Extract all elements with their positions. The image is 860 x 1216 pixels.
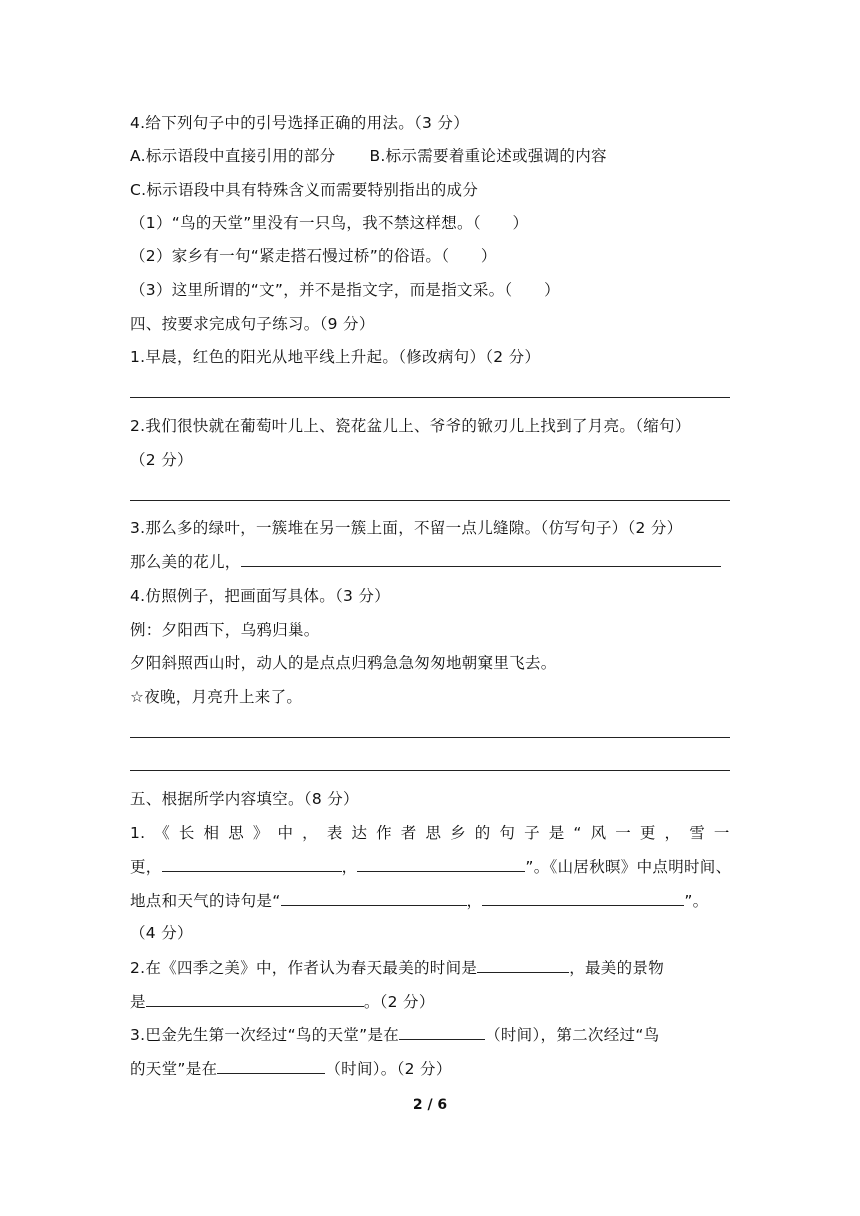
answer-blank[interactable] [281, 889, 467, 906]
answer-blank[interactable] [217, 1057, 325, 1074]
text-char: 是 [548, 824, 565, 842]
text-char: ， [302, 824, 318, 842]
text-fragment: 3.巴金先生第一次经过“鸟的天堂”是在 [130, 1026, 400, 1044]
answer-blank[interactable] [357, 855, 525, 872]
text-char: 思 [425, 824, 442, 842]
section5-q1-score: （4 分） [130, 924, 193, 942]
q4-sentence-1: （1）“鸟的天堂”里没有一只鸟，我不禁这样想。（ ） [130, 214, 529, 232]
option-b: B.标示需要着重论述或强调的内容 [369, 147, 607, 165]
text-char: ， [664, 824, 681, 842]
text-char: 作 [376, 824, 392, 842]
text-fragment: ，最美的景物 [569, 959, 665, 977]
text-char: 一 [713, 824, 730, 842]
text-fragment: 更， [130, 858, 162, 876]
text-char: 中 [277, 824, 294, 842]
text-char: 》 [252, 824, 269, 842]
q4-sentence-3: （3）这里所谓的“文”，并不是指文字，而是指文采。（ ） [130, 281, 560, 299]
text-char: 思 [228, 824, 245, 842]
section5-q3-line1 [130, 1023, 659, 1046]
option-a: A.标示语段中直接引用的部分 [130, 147, 336, 165]
text-char: 者 [400, 824, 417, 842]
answer-line[interactable] [130, 770, 730, 771]
answer-line[interactable] [130, 500, 730, 501]
text-fragment: ”。 [684, 892, 709, 910]
text-fragment: （时间）。（2 分） [325, 1060, 452, 1078]
text-fragment: （时间），第二次经过“鸟 [485, 1026, 660, 1044]
section4-q3: 3.那么多的绿叶，一簇堆在另一簇上面，不留一点儿缝隙。（仿写句子）（2 分） [130, 519, 683, 537]
q4-options-row [130, 145, 607, 167]
answer-blank[interactable] [482, 889, 684, 906]
answer-line[interactable] [130, 737, 730, 738]
page-number: 2 / 6 [412, 1097, 448, 1113]
text-char: 句 [499, 824, 516, 842]
text-char: 雪 [689, 824, 706, 842]
section4-example-expanded: 夕阳斜照西山时，动人的是点点归鸦急急匆匆地朝窠里飞去。 [130, 654, 557, 672]
text-char: 乡 [450, 824, 466, 842]
section4-q2: 2.我们很快就在葡萄叶儿上、瓷花盆儿上、爷爷的锨刃儿上找到了月亮。（缩句） [130, 417, 691, 435]
answer-blank[interactable] [146, 990, 364, 1007]
answer-blank[interactable] [399, 1023, 485, 1040]
section4-q3-prompt: 那么美的花儿， [130, 553, 241, 571]
section5-q1-line3 [130, 889, 708, 912]
text-char: 的 [474, 824, 491, 842]
text-fragment: 地点和天气的诗句是“ [130, 892, 281, 910]
section5-q2-line2 [130, 990, 435, 1013]
section4-q1: 1.早晨，红色的阳光从地平线上升起。（修改病句）（2 分） [130, 348, 541, 366]
section5-q1-line1 [130, 822, 730, 844]
text-char: 子 [524, 824, 540, 842]
text-fragment: 的天堂”是在 [130, 1060, 218, 1078]
text-char: 一 [615, 824, 632, 842]
text-char: 长 [178, 824, 195, 842]
answer-blank[interactable] [477, 956, 569, 973]
answer-blank[interactable] [162, 855, 342, 872]
text-fragment: ， [341, 858, 358, 876]
text-char: 相 [203, 824, 220, 842]
text-fragment: ， [466, 892, 483, 910]
section4-q3-prompt-row [130, 550, 721, 573]
text-char: 风 [590, 824, 607, 842]
text-char: “ [573, 824, 582, 842]
section5-q2-line1 [130, 956, 664, 979]
section5-q3-line2 [130, 1057, 452, 1080]
section4-example: 例：夕阳西下，乌鸦归巢。 [130, 621, 320, 639]
text-fragment: 2.在《四季之美》中，作者认为春天最美的时间是 [130, 959, 478, 977]
text-fragment: 。（2 分） [363, 993, 435, 1011]
text-char: 更 [639, 824, 656, 842]
text-fragment: 是 [130, 993, 146, 1011]
text-fragment: ”。《山居秋暝》中点明时间、 [525, 858, 732, 876]
q4-title: 4.给下列句子中的引号选择正确的用法。（3 分） [130, 114, 470, 132]
section4-q2-score: （2 分） [130, 451, 193, 469]
q4-sentence-2: （2）家乡有一句“紧走搭石慢过桥”的俗语。（ ） [130, 247, 497, 265]
section4-q4: 4.仿照例子，把画面写具体。（3 分） [130, 587, 391, 605]
answer-line[interactable] [130, 397, 730, 398]
text-char: 《 [154, 824, 171, 842]
text-char: 表 [326, 824, 343, 842]
section5-heading: 五、根据所学内容填空。（8 分） [130, 790, 359, 808]
option-c: C.标示语段中具有特殊含义而需要特别指出的成分 [130, 181, 479, 199]
text-char: 达 [351, 824, 368, 842]
section4-task: ☆夜晚，月亮升上来了。 [130, 688, 303, 706]
answer-blank[interactable] [241, 550, 721, 567]
section4-heading: 四、按要求完成句子练习。（9 分） [130, 315, 375, 333]
text-char: 1. [130, 824, 146, 842]
section5-q1-line2 [130, 855, 731, 878]
